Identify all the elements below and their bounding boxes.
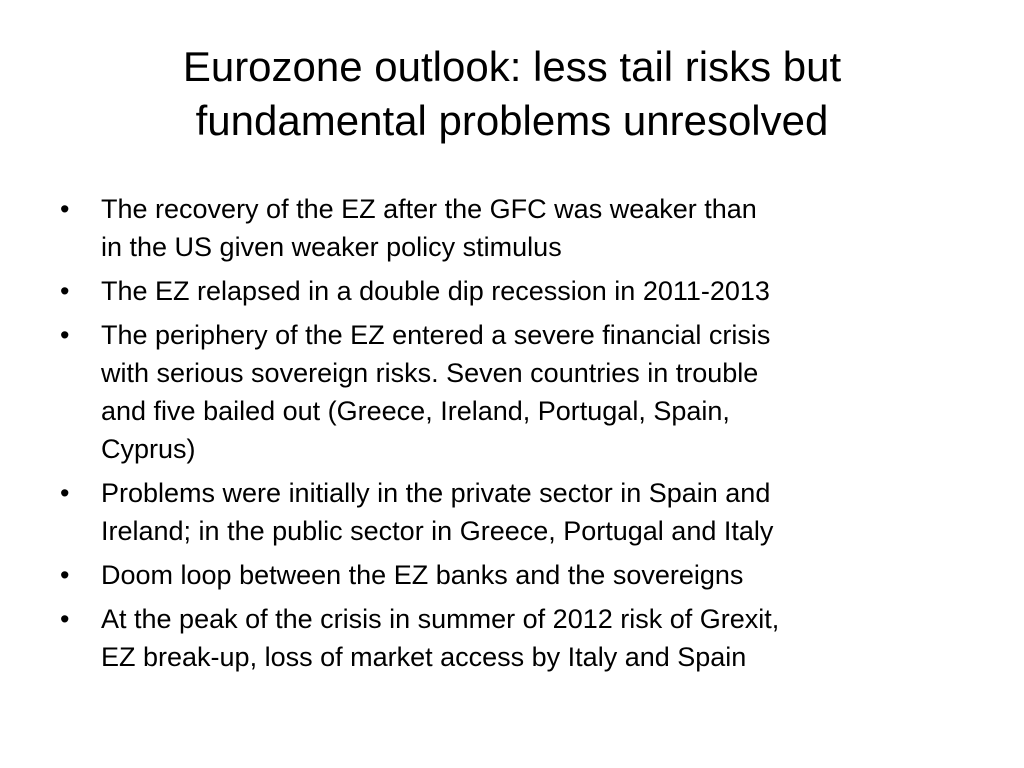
bullet-line: Cyprus) [101,434,196,464]
bullet-line: with serious sovereign risks. Seven countries in trouble [101,358,759,388]
bullet-point-icon: • [60,320,70,350]
bullet-point-icon: • [60,194,70,224]
bullet-item-1 [56,190,976,266]
bullet-list [56,190,976,682]
bullet-item-6 [56,600,976,676]
slide-title-line-1: Eurozone outlook: less tail risks but [182,43,842,90]
bullet-point-icon: • [60,560,70,590]
bullet-point-icon: • [60,276,70,306]
bullet-line: Problems were initially in the private sector in Spain and [101,478,771,508]
bullet-line: in the US given weaker policy stimulus [101,232,562,262]
bullet-line: and five bailed out (Greece, Ireland, Portugal, Spain, [101,396,730,426]
bullet-line: The periphery of the EZ entered a severe financial crisis [101,320,771,350]
slide-title-line-2: fundamental problems unresolved [195,97,829,144]
bullet-line: The recovery of the EZ after the GFC was weaker than [101,194,757,224]
bullet-item-4 [56,474,976,550]
slide-title [40,40,984,148]
bullet-point-icon: • [60,478,70,508]
bullet-item-3 [56,316,976,468]
bullet-line: Ireland; in the public sector in Greece, Portugal and Italy [101,516,774,546]
bullet-line: The EZ relapsed in a double dip recession in 2011-2013 [101,276,770,306]
bullet-item-5 [56,556,976,594]
bullet-line: EZ break-up, loss of market access by Italy and Spain [101,642,747,672]
bullet-line: Doom loop between the EZ banks and the sovereigns [101,560,744,590]
bullet-line: At the peak of the crisis in summer of 2012 risk of Grexit, [101,604,780,634]
bullet-point-icon: • [60,604,70,634]
bullet-item-2 [56,272,976,310]
